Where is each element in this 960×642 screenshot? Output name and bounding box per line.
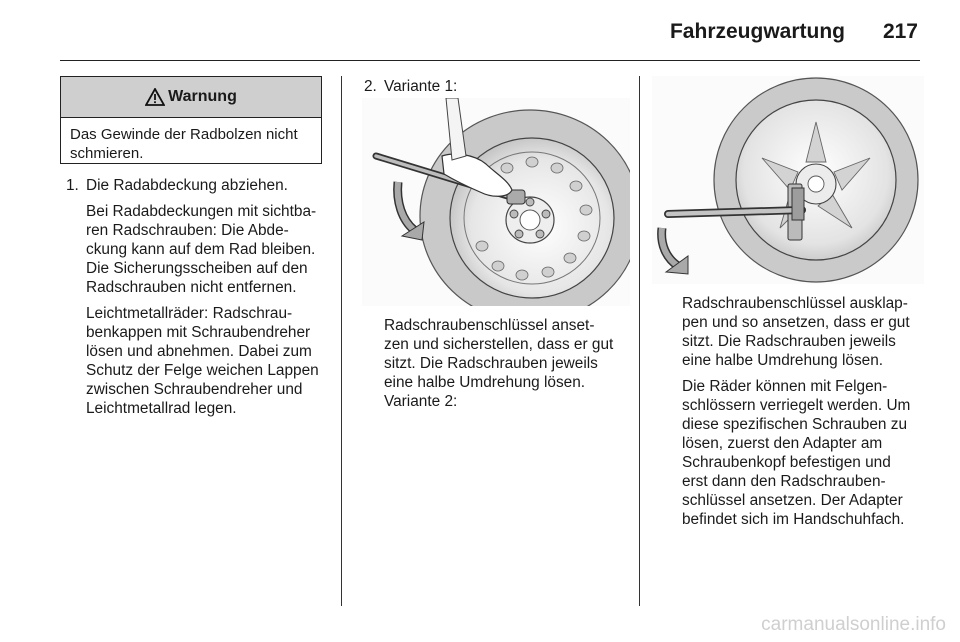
variant-2-label: Variante 2: <box>384 393 458 410</box>
header-rule <box>60 60 920 61</box>
text-line: Die Sicherungsscheiben auf den <box>86 260 308 277</box>
caption-variant-1 <box>384 316 636 411</box>
paragraph <box>66 202 336 297</box>
text-line: Schraubenkopf befestigen und <box>682 454 891 471</box>
text-line: Leichtmetallräder: Radschrau- <box>86 305 293 322</box>
text-line: Die Räder können mit Felgen- <box>682 378 888 395</box>
warning-heading: Warnung <box>168 88 237 105</box>
paragraph <box>682 377 932 529</box>
step-number: 2. <box>364 78 377 95</box>
text-line: Radschraubenschlüssel anset- <box>384 317 595 334</box>
text-line: Schutz der Felge weichen Lappen <box>86 362 319 379</box>
warning-icon <box>145 88 165 106</box>
alloy-wheel-wrench-illustration <box>652 76 924 284</box>
step-title: Die Radabdeckung abziehen. <box>86 177 288 194</box>
column-divider-2 <box>639 76 640 606</box>
text-line: schmieren. <box>70 145 144 162</box>
warning-box <box>60 76 322 164</box>
text-line: zwischen Schraubendreher und <box>86 381 303 398</box>
text-line: schlössern verriegelt werden. Um <box>682 397 911 414</box>
text-line: erst dann den Radschrauben- <box>682 473 886 490</box>
text-line: ren Radschrauben: Die Abde- <box>86 222 289 239</box>
text-line: lösen, zuerst den Adapter am <box>682 435 883 452</box>
warning-text <box>61 118 321 170</box>
text-line: Das Gewinde der Radbolzen nicht <box>70 126 298 143</box>
text-line: eine halbe Umdrehung lösen. <box>682 352 884 369</box>
header-title: Fahrzeugwartung <box>669 20 845 43</box>
text-line: schlüssel ansetzen. Der Adapter <box>682 492 903 509</box>
step-1 <box>66 176 336 418</box>
text-line: sitzt. Die Radschrauben jeweils <box>384 355 598 372</box>
text-line: zen und sicherstellen, dass er gut <box>384 336 614 353</box>
step-2 <box>364 77 634 96</box>
wheel-wrench-illustration <box>362 98 630 306</box>
page-number: 217 <box>882 20 918 43</box>
text-line: sitzt. Die Radschrauben jeweils <box>682 333 896 350</box>
text-line: Radschraubenschlüssel ausklap- <box>682 295 908 312</box>
column-divider-1 <box>341 76 342 606</box>
text-line: lösen und abnehmen. Dabei zum <box>86 343 312 360</box>
text-line: befindet sich im Handschuhfach. <box>682 511 905 528</box>
watermark: carmanualsonline.info <box>761 614 946 635</box>
text-line: Bei Radabdeckungen mit sichtba- <box>86 203 317 220</box>
text-line: ckung kann auf dem Rad bleiben. <box>86 241 316 258</box>
paragraph <box>66 304 336 418</box>
text-line: eine halbe Umdrehung lösen. <box>384 374 586 391</box>
step-number: 1. <box>66 177 79 194</box>
text-line: benkappen mit Schraubendreher <box>86 324 311 341</box>
text-line: pen und so ansetzen, dass er gut <box>682 314 910 331</box>
caption-variant-2 <box>682 294 932 529</box>
warning-header <box>61 77 321 118</box>
step-title: Variante 1: <box>384 78 458 95</box>
text-line: Leichtmetallrad legen. <box>86 400 237 417</box>
text-line: Radschrauben nicht entfernen. <box>86 279 297 296</box>
text-line: diese spezifischen Schrauben zu <box>682 416 908 433</box>
